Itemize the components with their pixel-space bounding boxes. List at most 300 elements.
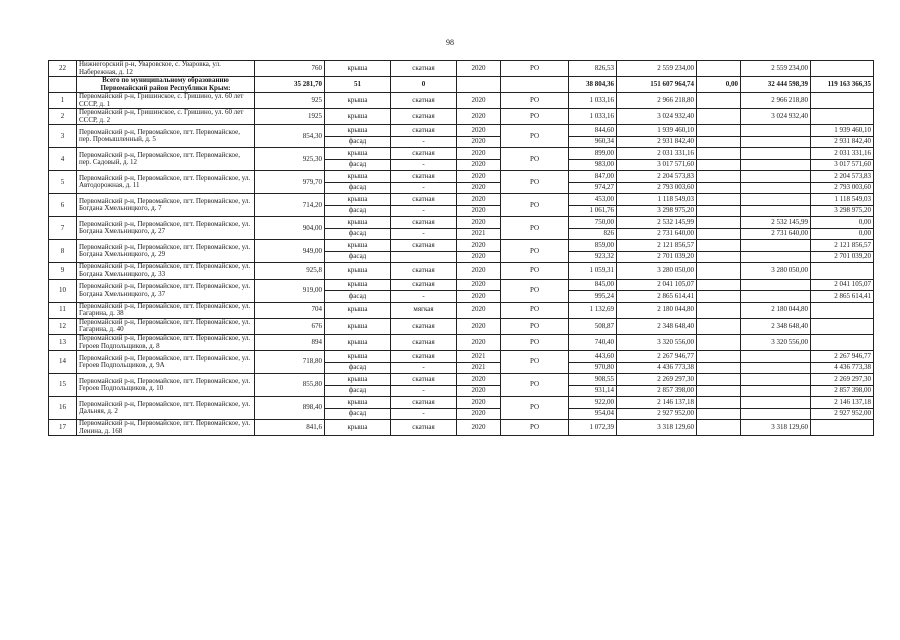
area-cell: 898,40 [255, 397, 325, 420]
row-number-cell: 16 [49, 397, 77, 420]
element-cell: крыша [325, 109, 391, 125]
roof-type-cell: - [391, 159, 457, 171]
fund-2-cell: 2 348 648,40 [741, 318, 811, 334]
fund-1-cell [697, 362, 741, 374]
fund-2-cell [741, 182, 811, 194]
roof-type-cell: скатная [391, 420, 457, 436]
fund-1-cell [697, 263, 741, 279]
row-number-cell: 12 [49, 318, 77, 334]
unit-cost-cell: 974,27 [569, 182, 617, 194]
area-cell: 841,6 [255, 420, 325, 436]
unit-cost-cell: 1 072,39 [569, 420, 617, 436]
fund-1-cell [697, 148, 741, 160]
table-row [49, 93, 874, 109]
address-cell: Первомайский р-н, Первомайское, пгт. Первомайское, ул. Богдана Хмельницкого, д. 37 [77, 279, 255, 302]
fund-1-cell [697, 408, 741, 420]
cost-cell: 3 320 556,00 [617, 334, 697, 350]
area-cell: 760 [255, 61, 325, 77]
element-cell: фасад [325, 159, 391, 171]
unit-cost-cell: 1 033,16 [569, 93, 617, 109]
page-number: 98 [446, 38, 454, 47]
cost-cell: 2 927 952,00 [617, 408, 697, 420]
element-cell: фасад [325, 408, 391, 420]
fund-3-cell: 2 701 039,20 [811, 251, 874, 263]
row-number-cell: 14 [49, 351, 77, 374]
source-cell: РО [501, 217, 569, 240]
area-cell: 925 [255, 93, 325, 109]
table-row [49, 263, 874, 279]
roof-type-cell [391, 251, 457, 263]
unit-cost-cell: 899,00 [569, 148, 617, 160]
area-cell: 676 [255, 318, 325, 334]
fund-2-cell [741, 125, 811, 137]
fund-3-cell: 119 163 366,35 [811, 77, 874, 93]
fund-3-cell [811, 420, 874, 436]
address-cell: Первомайский р-н, Первомайское, пгт. Первомайское, ул. Ленина, д. 168 [77, 420, 255, 436]
fund-3-cell: 2 204 573,83 [811, 171, 874, 183]
fund-3-cell: 2 931 842,40 [811, 136, 874, 148]
roof-type-cell: скатная [391, 334, 457, 350]
fund-2-cell [741, 279, 811, 291]
unit-cost-cell: 844,60 [569, 125, 617, 137]
table-row [49, 194, 874, 206]
cost-cell: 2 931 842,40 [617, 136, 697, 148]
fund-3-cell [811, 318, 874, 334]
unit-cost-cell: 970,80 [569, 362, 617, 374]
area-cell: 718,80 [255, 351, 325, 374]
cost-cell: 3 280 050,00 [617, 263, 697, 279]
table-body [49, 61, 874, 436]
roof-type-cell: скатная [391, 263, 457, 279]
source-cell: РО [501, 109, 569, 125]
fund-1-cell [697, 159, 741, 171]
unit-cost-cell: 983,00 [569, 159, 617, 171]
address-cell: Нижнегорский р-н, Уваровское, с. Уваровка, ул. Набережная, д. 12 [77, 61, 255, 77]
fund-3-cell: 1 118 549,03 [811, 194, 874, 206]
unit-cost-cell: 1 059,31 [569, 263, 617, 279]
element-cell: крыша [325, 148, 391, 160]
table-row [49, 240, 874, 252]
element-cell: крыша [325, 420, 391, 436]
area-cell: 894 [255, 334, 325, 350]
year-cell: 2020 [457, 125, 501, 137]
fund-2-cell [741, 251, 811, 263]
fund-1-cell [697, 334, 741, 350]
source-cell: РО [501, 420, 569, 436]
cost-cell: 2 267 946,77 [617, 351, 697, 363]
fund-3-cell: 3 017 571,60 [811, 159, 874, 171]
address-cell: Первомайский р-н, Первомайское, пгт. Первомайское, ул. Богдана Хмельницкого, д. 27 [77, 217, 255, 240]
year-cell: 2020 [457, 240, 501, 252]
unit-cost-cell: 826 [569, 228, 617, 240]
table-row [49, 420, 874, 436]
source-cell: РО [501, 148, 569, 171]
year-cell [457, 77, 501, 93]
roof-type-cell: скатная [391, 148, 457, 160]
unit-cost-cell: 859,00 [569, 240, 617, 252]
year-cell: 2020 [457, 148, 501, 160]
year-cell: 2020 [457, 159, 501, 171]
element-cell: фасад [325, 291, 391, 303]
year-cell: 2020 [457, 205, 501, 217]
source-cell: РО [501, 93, 569, 109]
year-cell: 2020 [457, 408, 501, 420]
element-cell: крыша [325, 93, 391, 109]
row-number-cell: 8 [49, 240, 77, 263]
fund-1-cell [697, 351, 741, 363]
unit-cost-cell: 740,40 [569, 334, 617, 350]
fund-3-cell [811, 61, 874, 77]
unit-cost-cell: 960,34 [569, 136, 617, 148]
roof-type-cell: скатная [391, 279, 457, 291]
fund-2-cell [741, 205, 811, 217]
roof-type-cell: - [391, 291, 457, 303]
source-cell [501, 77, 569, 93]
fund-1-cell: 0,00 [697, 77, 741, 93]
fund-2-cell [741, 385, 811, 397]
element-cell: крыша [325, 302, 391, 318]
element-cell: фасад [325, 228, 391, 240]
cost-cell: 2 793 003,60 [617, 182, 697, 194]
address-cell: Первомайский р-н, Первомайское, пгт. Первомайское, ул. Героев Подпольщиков, д. 9А [77, 351, 255, 374]
fund-1-cell [697, 251, 741, 263]
cost-cell: 3 024 932,40 [617, 109, 697, 125]
element-cell: крыша [325, 374, 391, 386]
row-number-cell: 17 [49, 420, 77, 436]
element-cell: фасад [325, 136, 391, 148]
address-cell: Первомайский р-н, Первомайское, пгт. Первомайское, пер. Промышленный, д. 5 [77, 125, 255, 148]
fund-1-cell [697, 136, 741, 148]
unit-cost-cell: 1 061,76 [569, 205, 617, 217]
year-cell: 2020 [457, 279, 501, 291]
fund-1-cell [697, 61, 741, 77]
table-row [49, 279, 874, 291]
address-cell: Первомайский р-н, Гришинское, с. Гришино, ул. 60 лет СССР, д. 1 [77, 93, 255, 109]
fund-3-cell [811, 334, 874, 350]
roof-type-cell: - [391, 362, 457, 374]
source-cell: РО [501, 194, 569, 217]
fund-2-cell [741, 159, 811, 171]
fund-1-cell [697, 420, 741, 436]
fund-1-cell [697, 240, 741, 252]
fund-1-cell [697, 93, 741, 109]
area-cell: 704 [255, 302, 325, 318]
year-cell: 2020 [457, 318, 501, 334]
table-row [49, 125, 874, 137]
unit-cost-cell: 38 804,36 [569, 77, 617, 93]
area-cell: 919,00 [255, 279, 325, 302]
fund-1-cell [697, 182, 741, 194]
address-cell: Первомайский р-н, Гришинское, с. Гришино, ул. 60 лет СССР, д. 2 [77, 109, 255, 125]
cost-cell: 2 041 105,07 [617, 279, 697, 291]
fund-2-cell [741, 171, 811, 183]
unit-cost-cell: 954,04 [569, 408, 617, 420]
table-row [49, 351, 874, 363]
source-cell: РО [501, 279, 569, 302]
fund-3-cell: 3 298 975,20 [811, 205, 874, 217]
element-cell: крыша [325, 279, 391, 291]
area-cell: 855,80 [255, 374, 325, 397]
roof-type-cell: скатная [391, 374, 457, 386]
element-cell: крыша [325, 125, 391, 137]
unit-cost-cell: 923,32 [569, 251, 617, 263]
cost-cell: 2 204 573,83 [617, 171, 697, 183]
fund-3-cell [811, 263, 874, 279]
fund-1-cell [697, 217, 741, 229]
unit-cost-cell: 908,55 [569, 374, 617, 386]
table-row [49, 61, 874, 77]
source-cell: РО [501, 318, 569, 334]
table-row [49, 217, 874, 229]
year-cell: 2020 [457, 334, 501, 350]
cost-cell: 2 865 614,41 [617, 291, 697, 303]
unit-cost-cell: 826,53 [569, 61, 617, 77]
row-number-cell: 9 [49, 263, 77, 279]
fund-2-cell: 2 532 145,99 [741, 217, 811, 229]
cost-cell: 2 966 218,80 [617, 93, 697, 109]
row-number-cell: 13 [49, 334, 77, 350]
source-cell: РО [501, 240, 569, 263]
fund-1-cell [697, 228, 741, 240]
fund-2-cell [741, 136, 811, 148]
cost-cell: 2 731 640,00 [617, 228, 697, 240]
fund-3-cell: 2 857 398,00 [811, 385, 874, 397]
unit-cost-cell: 508,87 [569, 318, 617, 334]
fund-3-cell: 0,00 [811, 217, 874, 229]
cost-cell: 2 121 856,57 [617, 240, 697, 252]
table-row [49, 171, 874, 183]
unit-cost-cell: 922,00 [569, 397, 617, 409]
cost-cell: 1 118 549,03 [617, 194, 697, 206]
row-number-cell: 10 [49, 279, 77, 302]
cost-cell: 2 180 044,80 [617, 302, 697, 318]
year-cell: 2020 [457, 302, 501, 318]
fund-1-cell [697, 109, 741, 125]
year-cell: 2020 [457, 420, 501, 436]
area-cell: 35 281,70 [255, 77, 325, 93]
source-cell: РО [501, 125, 569, 148]
cost-cell: 3 298 975,20 [617, 205, 697, 217]
fund-2-cell: 2 180 044,80 [741, 302, 811, 318]
fund-3-cell: 2 041 105,07 [811, 279, 874, 291]
element-cell: фасад [325, 205, 391, 217]
address-cell: Всего по муниципальному образованию Первомайский район Республики Крым: [77, 77, 255, 93]
year-cell: 2020 [457, 291, 501, 303]
table-row [49, 109, 874, 125]
row-number-cell: 7 [49, 217, 77, 240]
unit-cost-cell: 443,60 [569, 351, 617, 363]
source-cell: РО [501, 171, 569, 194]
unit-cost-cell: 1 033,16 [569, 109, 617, 125]
fund-2-cell [741, 351, 811, 363]
fund-2-cell [741, 194, 811, 206]
element-cell: фасад [325, 182, 391, 194]
address-cell: Первомайский р-н, Первомайское, пгт. Первомайское, ул. Богдана Хмельницкого, д. 33 [77, 263, 255, 279]
year-cell: 2020 [457, 194, 501, 206]
year-cell: 2021 [457, 351, 501, 363]
element-cell: 51 [325, 77, 391, 93]
roof-type-cell: скатная [391, 109, 457, 125]
year-cell: 2020 [457, 182, 501, 194]
row-number-cell: 15 [49, 374, 77, 397]
cost-cell: 2 559 234,00 [617, 61, 697, 77]
element-cell: крыша [325, 194, 391, 206]
row-number-cell: 2 [49, 109, 77, 125]
fund-3-cell: 2 121 856,57 [811, 240, 874, 252]
fund-2-cell: 3 318 129,60 [741, 420, 811, 436]
fund-3-cell: 2 031 331,16 [811, 148, 874, 160]
fund-2-cell: 2 966 218,80 [741, 93, 811, 109]
cost-cell: 3 017 571,60 [617, 159, 697, 171]
address-cell: Первомайский р-н, Первомайское, пгт. Первомайское, ул. Гагарина, д. 40 [77, 318, 255, 334]
fund-2-cell [741, 291, 811, 303]
area-cell: 904,00 [255, 217, 325, 240]
fund-2-cell: 3 024 932,40 [741, 109, 811, 125]
roof-type-cell: - [391, 228, 457, 240]
area-cell: 714,20 [255, 194, 325, 217]
row-number-cell: 4 [49, 148, 77, 171]
cost-cell: 2 532 145,99 [617, 217, 697, 229]
fund-3-cell: 1 939 460,10 [811, 125, 874, 137]
year-cell: 2020 [457, 217, 501, 229]
area-cell: 1925 [255, 109, 325, 125]
fund-1-cell [697, 194, 741, 206]
fund-3-cell: 2 793 003,60 [811, 182, 874, 194]
fund-2-cell: 3 280 050,00 [741, 263, 811, 279]
fund-2-cell [741, 408, 811, 420]
fund-3-cell: 0,00 [811, 228, 874, 240]
fund-3-cell: 4 436 773,38 [811, 362, 874, 374]
fund-3-cell: 2 267 946,77 [811, 351, 874, 363]
area-cell: 979,70 [255, 171, 325, 194]
year-cell: 2020 [457, 61, 501, 77]
element-cell: крыша [325, 397, 391, 409]
unit-cost-cell: 995,24 [569, 291, 617, 303]
roof-type-cell: скатная [391, 194, 457, 206]
area-cell: 925,8 [255, 263, 325, 279]
source-cell: РО [501, 374, 569, 397]
address-cell: Первомайский р-н, Первомайское, пгт. Первомайское, ул. Богдана Хмельницкого, д. 7 [77, 194, 255, 217]
address-cell: Первомайский р-н, Первомайское, пгт. Первомайское, ул. Богдана Хмельницкого, д. 29 [77, 240, 255, 263]
fund-3-cell [811, 109, 874, 125]
element-cell: фасад [325, 362, 391, 374]
address-cell: Первомайский р-н, Первомайское, пгт. Первомайское, пер. Садовый, д. 12 [77, 148, 255, 171]
element-cell: крыша [325, 61, 391, 77]
year-cell: 2020 [457, 251, 501, 263]
element-cell: фасад [325, 251, 391, 263]
year-cell: 2020 [457, 263, 501, 279]
cost-cell: 2 857 398,00 [617, 385, 697, 397]
fund-3-cell [811, 93, 874, 109]
fund-2-cell: 3 320 556,00 [741, 334, 811, 350]
fund-2-cell [741, 362, 811, 374]
fund-2-cell: 2 559 234,00 [741, 61, 811, 77]
year-cell: 2020 [457, 397, 501, 409]
fund-1-cell [697, 279, 741, 291]
fund-2-cell [741, 240, 811, 252]
source-cell: РО [501, 351, 569, 374]
cost-cell: 2 031 331,16 [617, 148, 697, 160]
fund-1-cell [697, 125, 741, 137]
fund-3-cell: 2 269 297,30 [811, 374, 874, 386]
unit-cost-cell: 931,14 [569, 385, 617, 397]
row-number-cell [49, 77, 77, 93]
roof-type-cell: скатная [391, 351, 457, 363]
unit-cost-cell: 847,00 [569, 171, 617, 183]
cost-cell: 4 436 773,38 [617, 362, 697, 374]
fund-3-cell: 2 146 137,18 [811, 397, 874, 409]
fund-1-cell [697, 291, 741, 303]
element-cell: крыша [325, 217, 391, 229]
table-row [49, 302, 874, 318]
fund-1-cell [697, 374, 741, 386]
year-cell: 2020 [457, 171, 501, 183]
roof-type-cell: - [391, 182, 457, 194]
fund-1-cell [697, 397, 741, 409]
roof-type-cell: скатная [391, 217, 457, 229]
total-row [49, 77, 874, 93]
row-number-cell: 22 [49, 61, 77, 77]
roof-type-cell: скатная [391, 240, 457, 252]
roof-type-cell: - [391, 385, 457, 397]
cost-cell: 2 348 648,40 [617, 318, 697, 334]
fund-3-cell: 2 865 614,41 [811, 291, 874, 303]
roof-type-cell: скатная [391, 397, 457, 409]
cost-cell: 2 269 297,30 [617, 374, 697, 386]
element-cell: крыша [325, 351, 391, 363]
roof-type-cell: скатная [391, 125, 457, 137]
address-cell: Первомайский р-н, Первомайское, пгт. Первомайское, ул. Дальняя, д. 2 [77, 397, 255, 420]
roof-type-cell: скатная [391, 93, 457, 109]
roof-type-cell: 0 [391, 77, 457, 93]
unit-cost-cell: 845,00 [569, 279, 617, 291]
year-cell: 2020 [457, 93, 501, 109]
fund-3-cell [811, 302, 874, 318]
cost-cell: 1 939 460,10 [617, 125, 697, 137]
cost-cell: 151 607 964,74 [617, 77, 697, 93]
area-cell: 854,30 [255, 125, 325, 148]
fund-1-cell [697, 205, 741, 217]
address-cell: Первомайский р-н, Первомайское, пгт. Первомайское, ул. Героев Подпольщиков, д. 8 [77, 334, 255, 350]
element-cell: фасад [325, 385, 391, 397]
row-number-cell: 6 [49, 194, 77, 217]
unit-cost-cell: 1 132,69 [569, 302, 617, 318]
element-cell: крыша [325, 318, 391, 334]
roof-type-cell: - [391, 136, 457, 148]
address-cell: Первомайский р-н, Первомайское, пгт. Первомайское, ул. Гагарина, д. 38 [77, 302, 255, 318]
roof-type-cell: скатная [391, 171, 457, 183]
repair-schedule-table [48, 60, 874, 436]
row-number-cell: 11 [49, 302, 77, 318]
element-cell: крыша [325, 240, 391, 252]
cost-cell: 2 146 137,18 [617, 397, 697, 409]
fund-2-cell: 2 731 640,00 [741, 228, 811, 240]
source-cell: РО [501, 334, 569, 350]
address-cell: Первомайский р-н, Первомайское, пгт. Первомайское, ул. Героев Подпольщиков, д. 10 [77, 374, 255, 397]
unit-cost-cell: 453,00 [569, 194, 617, 206]
roof-type-cell: скатная [391, 61, 457, 77]
row-number-cell: 3 [49, 125, 77, 148]
source-cell: РО [501, 397, 569, 420]
source-cell: РО [501, 302, 569, 318]
fund-1-cell [697, 171, 741, 183]
fund-2-cell: 32 444 598,39 [741, 77, 811, 93]
fund-2-cell [741, 397, 811, 409]
table-row [49, 397, 874, 409]
address-cell: Первомайский р-н, Первомайское, пгт. Первомайское, ул. Автодорожная, д. 11 [77, 171, 255, 194]
row-number-cell: 1 [49, 93, 77, 109]
source-cell: РО [501, 263, 569, 279]
